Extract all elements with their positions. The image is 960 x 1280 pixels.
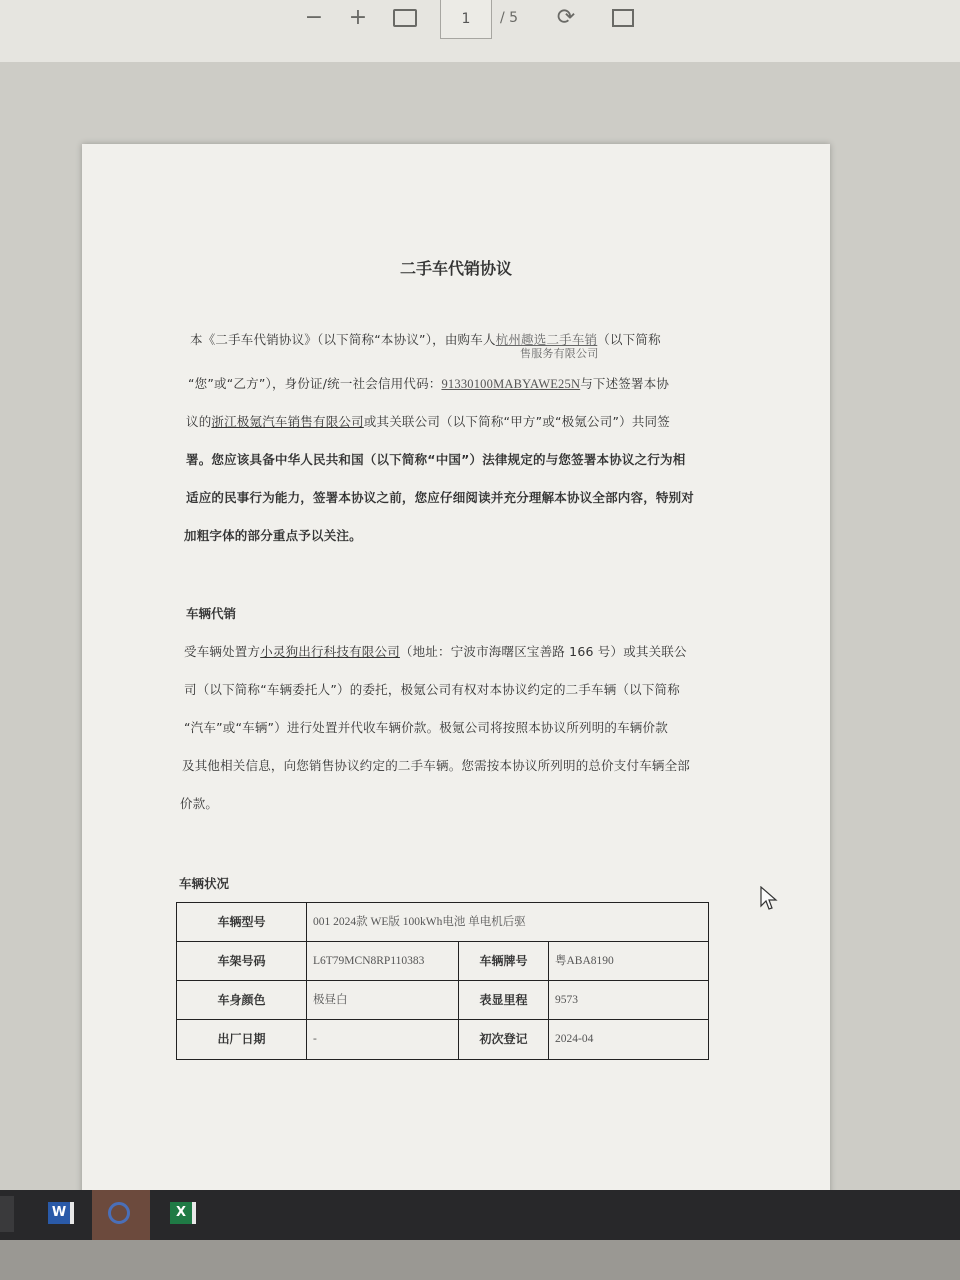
document-title: 二手车代销协议	[399, 259, 512, 278]
consignment-text: 司（以下简称“车辆委托人”）的委托，极氪公司有权对本协议约定的二手车辆（以下简称	[184, 682, 680, 697]
word-app-button[interactable]	[44, 1196, 80, 1232]
consignment-text: （地址：宁波市海曙区宝善路 166 号）或其关联公	[399, 644, 687, 659]
plus-icon: +	[348, 5, 368, 30]
rotate-button[interactable]	[552, 4, 580, 32]
table-label: 车辆型号	[177, 903, 307, 941]
intro-bold-text: 加粗字体的部分重点予以关注。	[184, 528, 362, 543]
table-label: 车辆牌号	[459, 942, 549, 980]
manufacture-date-value: -	[307, 1020, 459, 1059]
section-heading-consignment: 车辆代销	[186, 606, 237, 621]
active-app-button[interactable]	[92, 1190, 150, 1240]
intro-text: 本《二手车代销协议》（以下简称“本协议”），由购车人	[190, 332, 496, 347]
first-registration-value: 2024-04	[555, 1033, 594, 1045]
table-row	[177, 981, 708, 1020]
pdf-toolbar	[0, 0, 960, 63]
fit-page-icon	[393, 9, 417, 27]
buyer-name: 杭州趣选二手车销	[495, 332, 598, 347]
consignment-text: 及其他相关信息，向您销售协议约定的二手车辆。您需按本协议所列明的总价支付车辆全部	[182, 758, 691, 773]
excel-icon: X	[170, 1202, 192, 1224]
page-total: / 5	[500, 10, 519, 26]
intro-text: 议的	[186, 414, 212, 429]
document-viewer[interactable]	[0, 62, 960, 1190]
table-row	[177, 903, 708, 942]
taskbar	[0, 1190, 960, 1240]
table-label: 表显里程	[459, 981, 549, 1019]
color-value: 极昼白	[307, 981, 459, 1019]
table-row	[177, 942, 708, 981]
table-row	[177, 1020, 708, 1059]
table-label: 车身颜色	[177, 981, 307, 1019]
document-page	[82, 144, 830, 1206]
intro-text: 与下述签署本协	[580, 376, 670, 391]
intro-text: 或其关联公司（以下简称“甲方”或“极氪公司”）共同签	[363, 414, 670, 429]
table-label: 车架号码	[177, 942, 307, 980]
intro-text: “您”或“乙方”），身份证/统一社会信用代码：	[188, 376, 442, 391]
consignment-paragraph	[180, 642, 814, 822]
vehicle-model-value: 001 2024款 WE版 100kWh电池 单电机后驱	[313, 916, 526, 928]
fit-page-button[interactable]	[392, 4, 418, 32]
intro-bold-text: 署。您应该具备中华人民共和国（以下简称“中国”）法律规定的与您签署本协议之行为相	[186, 452, 686, 467]
mileage-value: 9573	[555, 994, 578, 1006]
zoom-out-button[interactable]	[300, 4, 328, 32]
vin-value: L6T79MCN8RP110383	[307, 942, 459, 980]
rotate-icon: ⟳	[556, 5, 576, 30]
consignment-text: 受车辆处置方	[184, 644, 261, 659]
word-icon: W	[48, 1202, 70, 1224]
page-number-input[interactable]: 1	[440, 0, 492, 39]
plate-value: 粤ABA8190	[555, 955, 614, 967]
table-label: 初次登记	[459, 1020, 549, 1059]
app-ring-icon	[108, 1202, 130, 1224]
zoom-in-button[interactable]	[344, 4, 372, 32]
two-page-view-button[interactable]	[610, 4, 636, 32]
consignment-text: 价款。	[180, 796, 219, 811]
mouse-cursor-icon	[760, 886, 778, 912]
mail-app-icon[interactable]	[0, 1196, 14, 1232]
section-heading-vehicle-status: 车辆状况	[179, 876, 230, 891]
two-page-icon	[612, 9, 634, 27]
credit-code: 91330100MABYAWE25N	[441, 377, 581, 391]
monitor-bezel	[0, 1240, 960, 1280]
vehicle-info-table	[176, 902, 709, 1060]
intro-text: （以下简称	[597, 332, 661, 347]
intro-paragraph	[184, 330, 810, 550]
consignment-text: “汽车”或“车辆”）进行处置并代收车辆价款。极氪公司将按照本协议所列明的车辆价款	[184, 720, 668, 735]
buyer-name-continued: 售服务有限公司	[520, 347, 599, 360]
intro-bold-text: 适应的民事行为能力，签署本协议之前，您应仔细阅读并充分理解本协议全部内容，特别对	[186, 490, 695, 505]
minus-icon: −	[304, 5, 324, 30]
table-label: 出厂日期	[177, 1020, 307, 1059]
vehicle-owner-company: 小灵狗出行科技有限公司	[260, 644, 400, 659]
excel-app-button[interactable]	[166, 1196, 202, 1232]
seller-company: 浙江极氪汽车销售有限公司	[211, 414, 364, 429]
